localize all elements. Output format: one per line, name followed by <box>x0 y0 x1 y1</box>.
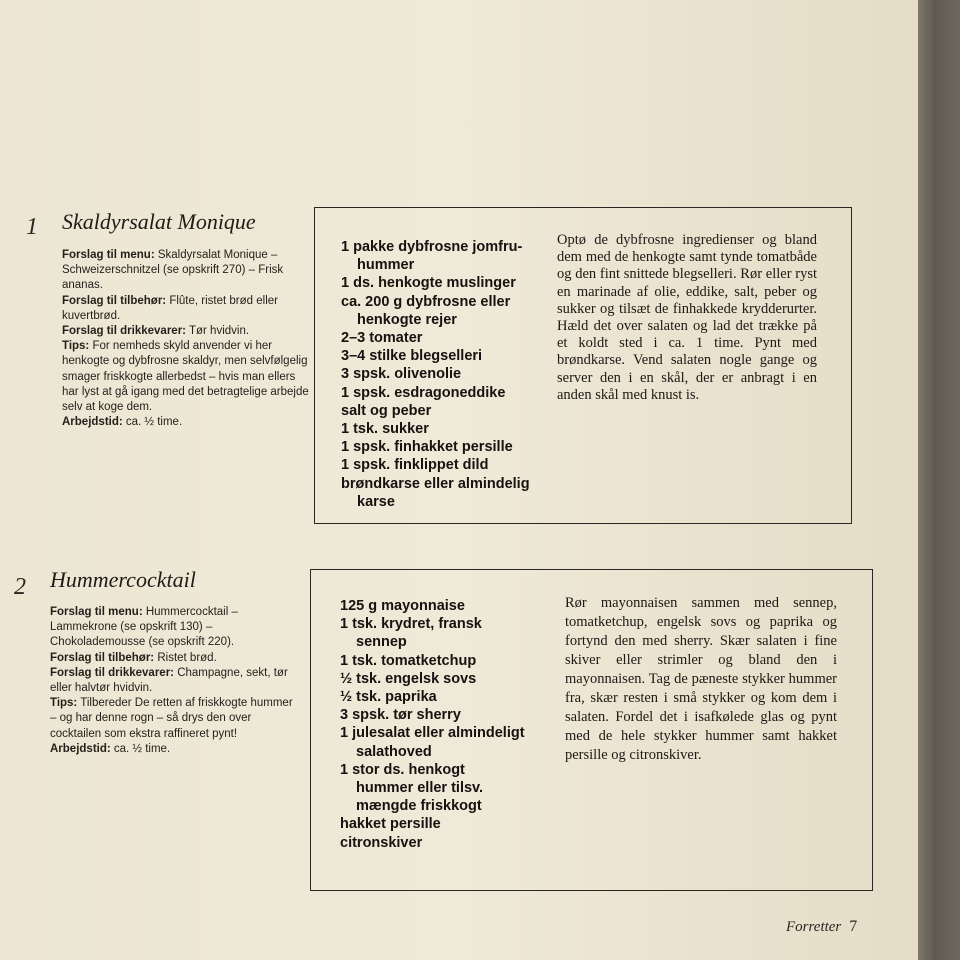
ingredient-item: mængde friskkogt <box>356 798 482 815</box>
ingredient-item: ca. 200 g dybfrosne eller <box>341 293 511 310</box>
ingredient-item: 1 tsk. sukker <box>341 421 429 438</box>
note-menu: Forslag til menu: Hummercocktail – Lammekrone (se opskrift 130) – Chokolademousse (se opskrift 220). <box>50 606 238 649</box>
ingredient-list <box>341 238 546 511</box>
ingredient-item: ½ tsk. paprika <box>340 689 437 706</box>
recipe-title: Skaldyrsalat Monique <box>62 209 256 234</box>
note-worktime: Arbejdstid: ca. ½ time. <box>62 416 183 429</box>
recipe-number: 1 <box>26 214 38 240</box>
ingredient-item: 1 spsk. finhakket persille <box>341 439 513 456</box>
ingredient-item: brøndkarse eller almindelig <box>341 475 530 492</box>
ingredient-item: citronskiver <box>340 834 423 851</box>
ingredient-item: hummer <box>357 257 415 274</box>
ingredient-item: 3 spsk. olivenolie <box>341 366 462 383</box>
ingredient-item: 1 tsk. krydret, fransk <box>340 616 482 633</box>
note-drinks: Forslag til drikkevarer: Champagne, sekt, tør eller halvtør hvidvin. <box>50 666 288 695</box>
ingredient-item: 1 julesalat eller almindeligt <box>340 725 525 742</box>
ingredient-item: 1 spsk. finklippet dild <box>341 457 489 474</box>
ingredient-item: 125 g mayonnaise <box>340 598 465 614</box>
ingredient-item: henkogte rejer <box>357 311 457 328</box>
ingredient-item: 3 spsk. tør sherry <box>340 707 461 724</box>
note-accompaniment: Forslag til tilbehør: Flûte, ristet brød eller kuvertbrød. <box>62 294 278 322</box>
ingredient-item: karse <box>357 493 395 510</box>
note-tips: Tips: For nemheds skyld anvender vi her henkogte og dybfrosne skaldyr, men selvfølgelig smager friskkogte allerbedst – hvis man ellers har lyst at gå igang med det betragtelige arbejde selv at koge dem. <box>62 340 309 414</box>
note-tips: Tips: Tilbereder De retten af friskkogte hummer – og har denne rogn – så drys den over cocktailen som ekstra raffineret pynt! <box>50 697 293 740</box>
note-accompaniment: Forslag til tilbehør: Ristet brød. <box>50 651 217 664</box>
page-edge-shadow <box>918 0 960 960</box>
ingredient-item: 1 stor ds. henkogt <box>340 761 465 778</box>
ingredient-item: 2–3 tomater <box>341 330 423 347</box>
recipe-number: 2 <box>14 574 26 600</box>
ingredient-item: 1 ds. henkogte muslinger <box>341 275 516 292</box>
ingredient-item: 1 pakke dybfrosne jomfru- <box>341 239 523 255</box>
section-name: Forretter <box>786 919 842 935</box>
note-menu: Forslag til menu: Skaldyrsalat Monique – Schweizerschnitzel (se opskrift 270) – Frisk ananas. <box>62 249 284 292</box>
ingredient-item: ½ tsk. engelsk sovs <box>340 670 477 687</box>
recipe-method: Optø de dybfrosne ingredienser og bland dem med de henkogte samt tynde tomatbåde og den fint snittede blegselleri. Rør eller ryst en marinade af olie, eddike, salt, peber og sukker og tilsæt de finhakkede krydderurter. Hæld det over salaten og lad det trække på et koldt sted i ca. 1 time. Pynt med brøndkarse. Vend salaten nogle gange og server den i en skål, der er anbragt i en anden skål med knust is. <box>557 232 817 403</box>
ingredient-item: hummer eller tilsv. <box>356 780 484 797</box>
page-footer <box>786 918 857 936</box>
page-number: 7 <box>849 918 858 935</box>
ingredient-item: 3–4 stilke blegselleri <box>341 348 483 365</box>
ingredient-item: salt og peber <box>341 402 432 419</box>
ingredient-item: salathoved <box>356 743 432 760</box>
note-drinks: Forslag til drikkevarer: Tør hvidvin. <box>62 325 250 338</box>
recipe-notes <box>50 605 302 757</box>
ingredient-item: hakket persille <box>340 816 441 833</box>
recipe-method: Rør mayonnaisen sammen med sennep, tomatketchup, engelsk sovs og paprika og fortynd den med sherry. Skær salaten i fine skiver eller strimler og bland den i mayonnaisen. Tag de pæneste stykker hummer fra, skær resten i små stykker og kom dem i salaten. Fordel det i isafkølede glas og pynt med de hele stykker hummer samt hakket persille og citronskiver. <box>565 595 837 763</box>
recipe-notes <box>62 248 314 430</box>
recipe-title: Hummercocktail <box>50 567 196 592</box>
ingredient-item: 1 tsk. tomatketchup <box>340 652 477 669</box>
ingredient-item: 1 spsk. esdragoneddike <box>341 384 506 401</box>
ingredient-item: sennep <box>356 634 407 651</box>
ingredient-list <box>340 597 555 852</box>
note-worktime: Arbejdstid: ca. ½ time. <box>50 742 171 755</box>
